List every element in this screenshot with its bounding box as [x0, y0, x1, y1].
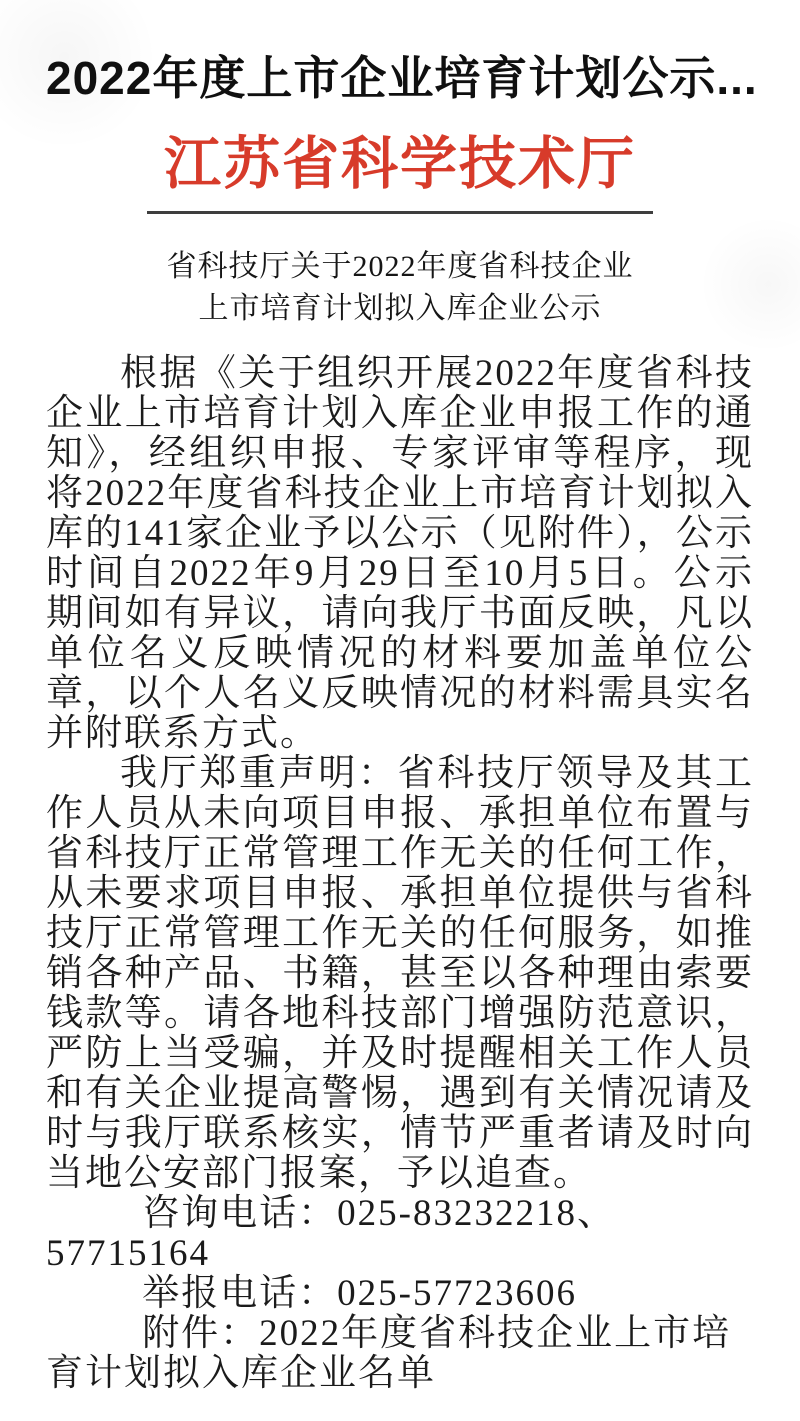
report-phone-line: 举报电话：025-57723606 — [142, 1273, 578, 1315]
agency-name: 江苏省科学技术厅 — [164, 131, 636, 196]
attachment-line: 附件：2022年度省科技企业上市培育计划拟入库企业名单 — [46, 1313, 732, 1395]
document-title — [46, 246, 754, 330]
body-paragraph-2: 我厅郑重声明：省科技厅领导及其工作人员从未向项目申报、承担单位布置与省科技厅正常管理工作无关的任何工作，从未要求项目申报、承担单位提供与省科技厅正常管理工作无关的任何服务，如推销各种产品、书籍，甚至以各种理由索要钱款等。请各地科技部门增强防范意识，严防上当受骗，并及时提醒相关工作人员和有关企业提高警惕，遇到有关情况请及时与我厅联系核实，情节严重者请及时向当地公安部门报案，予以追查。 — [46, 753, 754, 1195]
list-title: 2022年度上市企业培育计划公示... — [46, 52, 758, 104]
consult-phone-line: 咨询电话：025-83232218、57715164 — [46, 1193, 617, 1275]
document-body — [46, 354, 754, 1394]
title-divider — [147, 211, 653, 214]
document-title-line2: 上市培育计划拟入库企业公示 — [198, 292, 602, 326]
body-paragraph-1: 根据《关于组织开展2022年度省科技企业上市培育计划入库企业申报工作的通知》，经组织申报、专家评审等程序，现将2022年度省科技企业上市培育计划拟入库的141家企业予以公示（见附件），公示时间自2022年9月29日至10月5日。公示期间如有异议，请向我厅书面反映，凡以单位名义反映情况的材料要加盖单位公章，以个人名义反映情况的材料需具实名并附联系方式。 — [46, 353, 754, 755]
document-title-line1: 省科技厅关于2022年度省科技企业 — [166, 250, 634, 284]
